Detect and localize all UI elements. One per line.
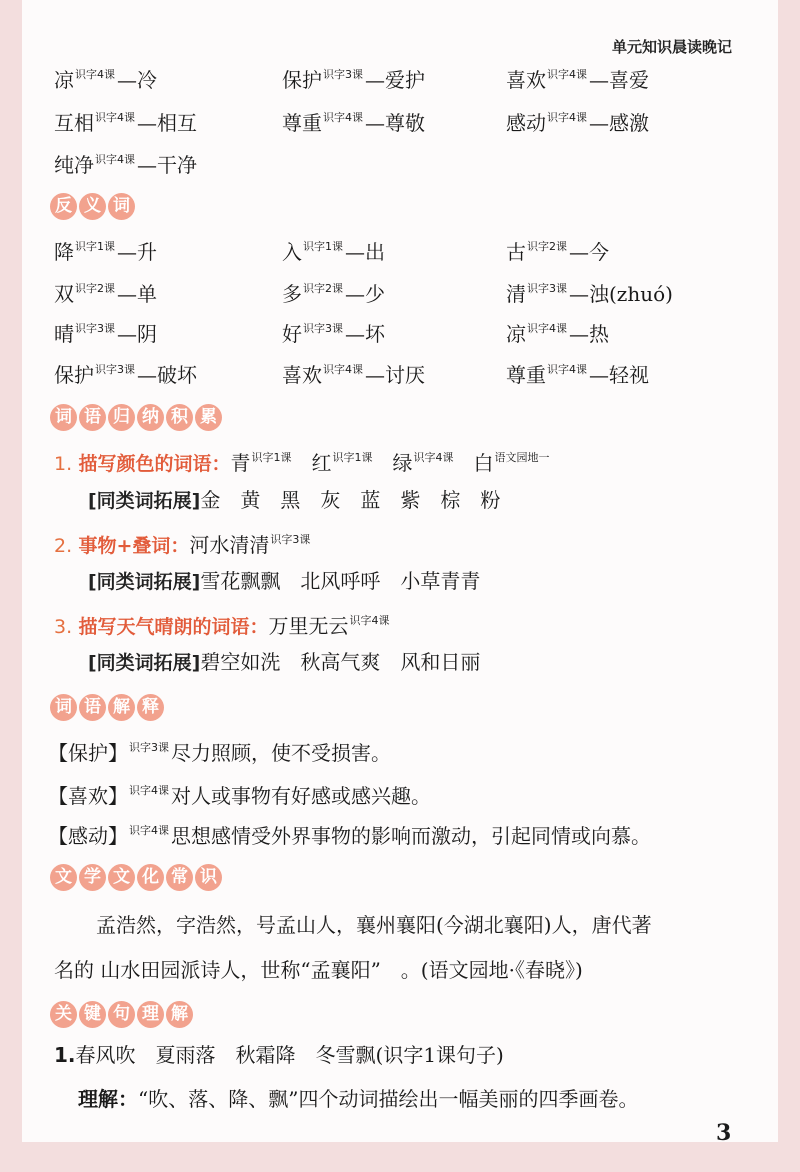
lesson-tag: 识字3课	[323, 68, 363, 81]
lesson-tag: 识字3课	[75, 322, 115, 335]
antonym-pair: 保护$^{识字3课}$ —破坏	[54, 363, 197, 387]
heading-char: 句	[108, 1001, 135, 1028]
lesson-tag: 语文园地一	[494, 451, 550, 464]
extension-line	[88, 566, 480, 596]
lesson-tag: 识字4课	[527, 322, 567, 335]
lesson-tag: 识字3课	[303, 322, 343, 335]
lesson-tag: 识字4课	[95, 111, 135, 124]
antonym-pair: 喜欢$^{识字4课}$ —讨厌	[282, 363, 425, 387]
synonym-pair: 尊重$^{识字4课}$ —尊敬	[282, 111, 425, 135]
heading-char: 理	[137, 1001, 164, 1028]
item-number: 1.	[54, 453, 73, 475]
extension-line	[88, 485, 500, 515]
lesson-tag: 识字1课	[75, 240, 115, 253]
synonym-pair: 保护$^{识字3课}$ —爱护	[282, 68, 425, 92]
heading-char: 词	[50, 404, 77, 431]
key-explanation	[78, 1084, 638, 1114]
heading-char: 常	[166, 864, 193, 891]
summary-item: 1. 描写颜色的词语：青$^{识字1课}$ 红$^{识字1课}$ 绿$^{识字4课}$ 白$^{语文园地一}$	[54, 451, 550, 475]
lesson-tag: 识字2课	[527, 240, 567, 253]
explain-item: 【感动】$^{识字4课}$ 思想感情受外界事物的影响而激动，引起同情或向慕。	[48, 824, 651, 848]
explanation-label: 理解：	[78, 1087, 138, 1111]
synonym-pair: 喜欢$^{识字4课}$ —喜爱	[506, 68, 649, 92]
extension-line	[88, 647, 480, 677]
heading-char: 语	[79, 694, 106, 721]
antonym-pair: 尊重$^{识字4课}$ —轻视	[506, 363, 649, 387]
item-number: 3.	[54, 616, 73, 638]
heading-char: 文	[50, 864, 77, 891]
culture-line: 孟浩然，字浩然，号孟山人，襄州襄阳(今湖北襄阳)人，唐代著	[96, 913, 652, 937]
lesson-tag: 识字4课	[323, 363, 363, 376]
heading-char: 键	[79, 1001, 106, 1028]
lesson-tag: 识字3课	[270, 533, 311, 546]
heading-char: 释	[137, 694, 164, 721]
extension-label: [同类词拓展]	[88, 490, 201, 512]
item-label: 事物+叠词：	[78, 535, 190, 557]
heading-char: 学	[79, 864, 106, 891]
antonym-pair: 好$^{识字3课}$ —坏	[282, 322, 385, 346]
item-label: 描写颜色的词语：	[78, 453, 231, 475]
key-sentence-heading	[50, 1001, 193, 1028]
summary-item: 3. 描写天气晴朗的词语：万里无云$^{识字4课}$	[54, 614, 390, 638]
lesson-tag: 识字3课	[527, 282, 567, 295]
extension-words: 金 黄 黑 灰 蓝 紫 棕 粉	[200, 488, 501, 512]
heading-char: 语	[79, 404, 106, 431]
header-title: 单元知识晨读晚记	[612, 38, 733, 56]
sentence-text: 春风吹 夏雨落 秋霜降 冬雪飘(识字1课句子)	[75, 1043, 504, 1067]
page-number: 3	[716, 1120, 732, 1146]
antonym-pair: 降$^{识字1课}$ —升	[54, 240, 157, 264]
heading-char: 积	[166, 404, 193, 431]
antonym-pair: 清$^{识字3课}$ —浊(zhuó)	[506, 282, 673, 306]
lesson-tag: 识字3课	[95, 363, 135, 376]
heading-char: 文	[108, 864, 135, 891]
item-number: 2.	[54, 535, 73, 557]
key-sentence	[54, 1040, 504, 1070]
heading-char: 词	[50, 694, 77, 721]
antonym-pair: 多$^{识字2课}$ —少	[282, 282, 385, 306]
lesson-tag: 识字4课	[413, 451, 454, 464]
culture-line: 名的 山水田园派诗人，世称“孟襄阳” 。(语文园地·《春晓》)	[54, 958, 583, 982]
culture-heading	[50, 864, 222, 891]
lesson-tag: 识字4课	[75, 68, 115, 81]
antonyms-heading	[50, 193, 135, 220]
lesson-tag: 识字4课	[547, 363, 587, 376]
heading-char: 识	[195, 864, 222, 891]
lesson-tag: 识字4课	[129, 824, 169, 837]
summary-item: 2. 事物+叠词：河水清清$^{识字3课}$	[54, 533, 311, 557]
sentence-number: 1.	[54, 1043, 76, 1067]
lesson-tag: 识字4课	[547, 111, 587, 124]
extension-label: [同类词拓展]	[88, 652, 201, 674]
lesson-tag: 识字4课	[349, 614, 390, 627]
heading-char: 解	[108, 694, 135, 721]
lesson-tag: 识字2课	[303, 282, 343, 295]
lesson-tag: 识字4课	[323, 111, 363, 124]
lesson-tag: 识字2课	[75, 282, 115, 295]
antonym-pair: 双$^{识字2课}$ —单	[54, 282, 157, 306]
synonym-pair: 感动$^{识字4课}$ —感激	[506, 111, 649, 135]
lesson-tag: 识字4课	[547, 68, 587, 81]
synonym-pair: 纯净$^{识字4课}$ —干净	[54, 153, 197, 177]
heading-char: 归	[108, 404, 135, 431]
extension-words: 雪花飘飘 北风呼呼 小草青青	[200, 569, 481, 593]
antonym-pair: 入$^{识字1课}$ —出	[282, 240, 385, 264]
explain-item: 【保护】$^{识字3课}$ 尽力照顾，使不受损害。	[48, 741, 391, 765]
lesson-tag: 识字4课	[129, 784, 169, 797]
heading-char: 义	[79, 193, 106, 220]
synonym-pair: 凉$^{识字4课}$ —冷	[54, 68, 157, 92]
synonym-pair: 互相$^{识字4课}$ —相互	[54, 111, 197, 135]
heading-char: 反	[50, 193, 77, 220]
explain-item: 【喜欢】$^{识字4课}$ 对人或事物有好感或感兴趣。	[48, 784, 431, 808]
heading-char: 纳	[137, 404, 164, 431]
heading-char: 关	[50, 1001, 77, 1028]
lesson-tag: 识字4课	[95, 153, 135, 166]
heading-char: 化	[137, 864, 164, 891]
heading-char: 词	[108, 193, 135, 220]
lesson-tag: 识字1课	[303, 240, 343, 253]
lesson-tag: 识字1课	[332, 451, 373, 464]
extension-label: [同类词拓展]	[88, 571, 201, 593]
antonym-pair: 晴$^{识字3课}$ —阴	[54, 322, 157, 346]
summary-heading	[50, 404, 222, 431]
lesson-tag: 识字3课	[129, 741, 169, 754]
antonym-pair: 凉$^{识字4课}$ —热	[506, 322, 609, 346]
heading-char: 累	[195, 404, 222, 431]
item-label: 描写天气晴朗的词语：	[78, 616, 269, 638]
lesson-tag: 识字1课	[251, 451, 292, 464]
extension-words: 碧空如洗 秋高气爽 风和日丽	[200, 650, 481, 674]
explain-heading	[50, 694, 164, 721]
explanation-text: “吹、落、降、飘”四个动词描绘出一幅美丽的四季画卷。	[138, 1087, 639, 1111]
antonym-pair: 古$^{识字2课}$ —今	[506, 240, 609, 264]
heading-char: 解	[166, 1001, 193, 1028]
